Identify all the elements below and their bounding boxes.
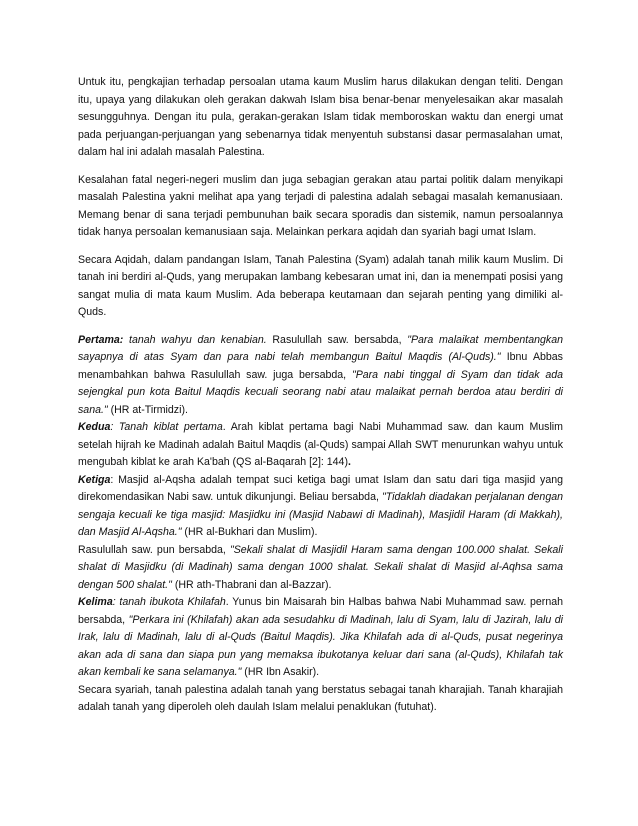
kedua-topic: : Tanah kiblat pertama [110, 421, 223, 433]
pertama-source: (HR at-Tirmidzi). [107, 403, 188, 416]
ketiga2-source: (HR ath-Thabrani dan al-Bazzar). [171, 578, 332, 591]
paragraph-ketiga-2 [78, 542, 563, 595]
kedua-label: Kedua [78, 421, 111, 433]
pertama-mid: Ibnu Abbas menambahkan bahwa Rasulullah saw. juga bersabda, [78, 351, 563, 381]
kelima-quote: "Perkara ini (Khilafah) akan ada sesudahku di Madinah, lalu di Syam, lalu di Jazirah, lalu di Irak, lalu di Madinah, lalu di al-Quds (Baitul Maqdis). Jika Khilafah ada di al-Quds, pusat negerinya akan ada di sana dan siapa pun yang memaksa ibukotanya keluar dari sana (al-Quds), Khilafah tak akan kembali ke sana selamanya." [78, 613, 563, 678]
kedua-end: . [347, 456, 351, 468]
ketiga-quote: "Tidaklah diadakan perjalanan dengan sengaja kecuali ke tiga masjid: Masjidku ini (Masjid Nabawi di Madinah), Masjidil Haram (di Makkah), dan Masjid Al-Aqsha." [78, 491, 563, 538]
paragraph-3: Secara Aqidah, dalam pandangan Islam, Tanah Palestina (Syam) adalah tanah milik kaum Muslim. Di tanah ini berdiri al-Quds, yang merupakan lambang kebesaran umat ini, dan ia menempati posisi yang sangat mulia di mata kaum Muslim. Ada beberapa keutamaan dan sejarah penting yang dimiliki al-Quds. [78, 253, 563, 318]
ketiga-text: : Masjid al-Aqsha adalah tempat suci ketiga bagi umat Islam dan satu dari tiga masjid yang direkomendasikan Nabi saw. untuk dikunjungi. Beliau bersabda, [78, 473, 563, 503]
pertama-topic: tanah wahyu dan kenabian. [123, 333, 267, 346]
paragraph-pertama [78, 332, 563, 420]
paragraph-1: Untuk itu, pengkajian terhadap persoalan utama kaum Muslim harus dilakukan dengan teliti. Dengan itu, upaya yang dilakukan oleh gerakan dakwah Islam bisa benar-benar menyelesaikan akar masalah sesungguhnya. Dengan itu pula, gerakan-gerakan Islam tidak memboroskan waktu dan energi umat pada perjuangan-perjuangan yang sebenarnya tidak menyentuh substansi dasar permasalahan umat, dalam hal ini adalah masalah Palestina. [78, 76, 563, 158]
ketiga2-intro: Rasulullah saw. pun bersabda, [78, 543, 230, 556]
kelima-label: Kelima [78, 596, 113, 608]
kelima-source: (HR Ibn Asakir). [241, 666, 320, 678]
paragraph-kedua [78, 419, 563, 472]
pertama-label: Pertama: [78, 333, 124, 346]
pertama-intro: Rasulullah saw. bersabda, [266, 333, 408, 346]
pertama-quote-1: "Para malaikat membentangkan sayapnya di atas Syam dan para nabi telah membangun Baitul Maqdis (Al-Quds)." [78, 333, 564, 363]
ketiga-source: (HR al-Bukhari dan Muslim). [181, 526, 318, 538]
ketiga2-quote: "Sekali shalat di Masjidil Haram sama dengan 100.000 shalat. Sekali shalat di Masjidku (di Madinah) sama dengan 1000 shalat. Sekali shalat di Masjid al-Aqhsa sama dengan 500 shalat." [78, 543, 563, 591]
kelima-topic: : tanah ibukota Khilafah [112, 596, 226, 608]
paragraph-2: Kesalahan fatal negeri-negeri muslim dan juga sebagian gerakan atau partai politik dalam menyikapi masalah Palestina yakni melihat apa yang terjadi di palestina adalah sebagai masalah kemanusiaan. Memang benar di sana terjadi pembunuhan baik secara sporadis dan sistemik, namun persoalannya tidak hanya persoalan kemanusiaan saja. Melainkan perkara aqidah dan syariah bagi umat Islam. [78, 173, 563, 238]
paragraph-kelima [78, 594, 563, 682]
kedua-text: . Arah kiblat pertama bagi Nabi Muhammad saw. dan kaum Muslim setelah hijrah ke Madinah adalah Baitul Maqdis (al-Quds) sampai Allah SWT menurunkan wahyu untuk mengubah kiblat ke arah Ka'bah (QS al-Baqarah [2]: 144) [78, 421, 563, 468]
document-page [78, 74, 563, 717]
ketiga-label: Ketiga [78, 473, 111, 486]
pertama-quote-2: "Para nabi tinggal di Syam dan tidak ada sejengkal pun kota Baitul Maqdis kecuali seorang nabi atau malaikat pernah berdoa atau berdiri di sana." [78, 368, 563, 416]
kelima-text: . Yunus bin Maisarah bin Halbas bahwa Nabi Muhammad saw. pernah bersabda, [78, 596, 563, 626]
paragraph-closing: Secara syariah, tanah palestina adalah tanah yang berstatus sebagai tanah kharajiah. Tanah kharajiah adalah tanah yang diperoleh oleh daulah Islam melalui penaklukan (futuhat). [78, 683, 563, 713]
paragraph-ketiga [78, 472, 563, 542]
